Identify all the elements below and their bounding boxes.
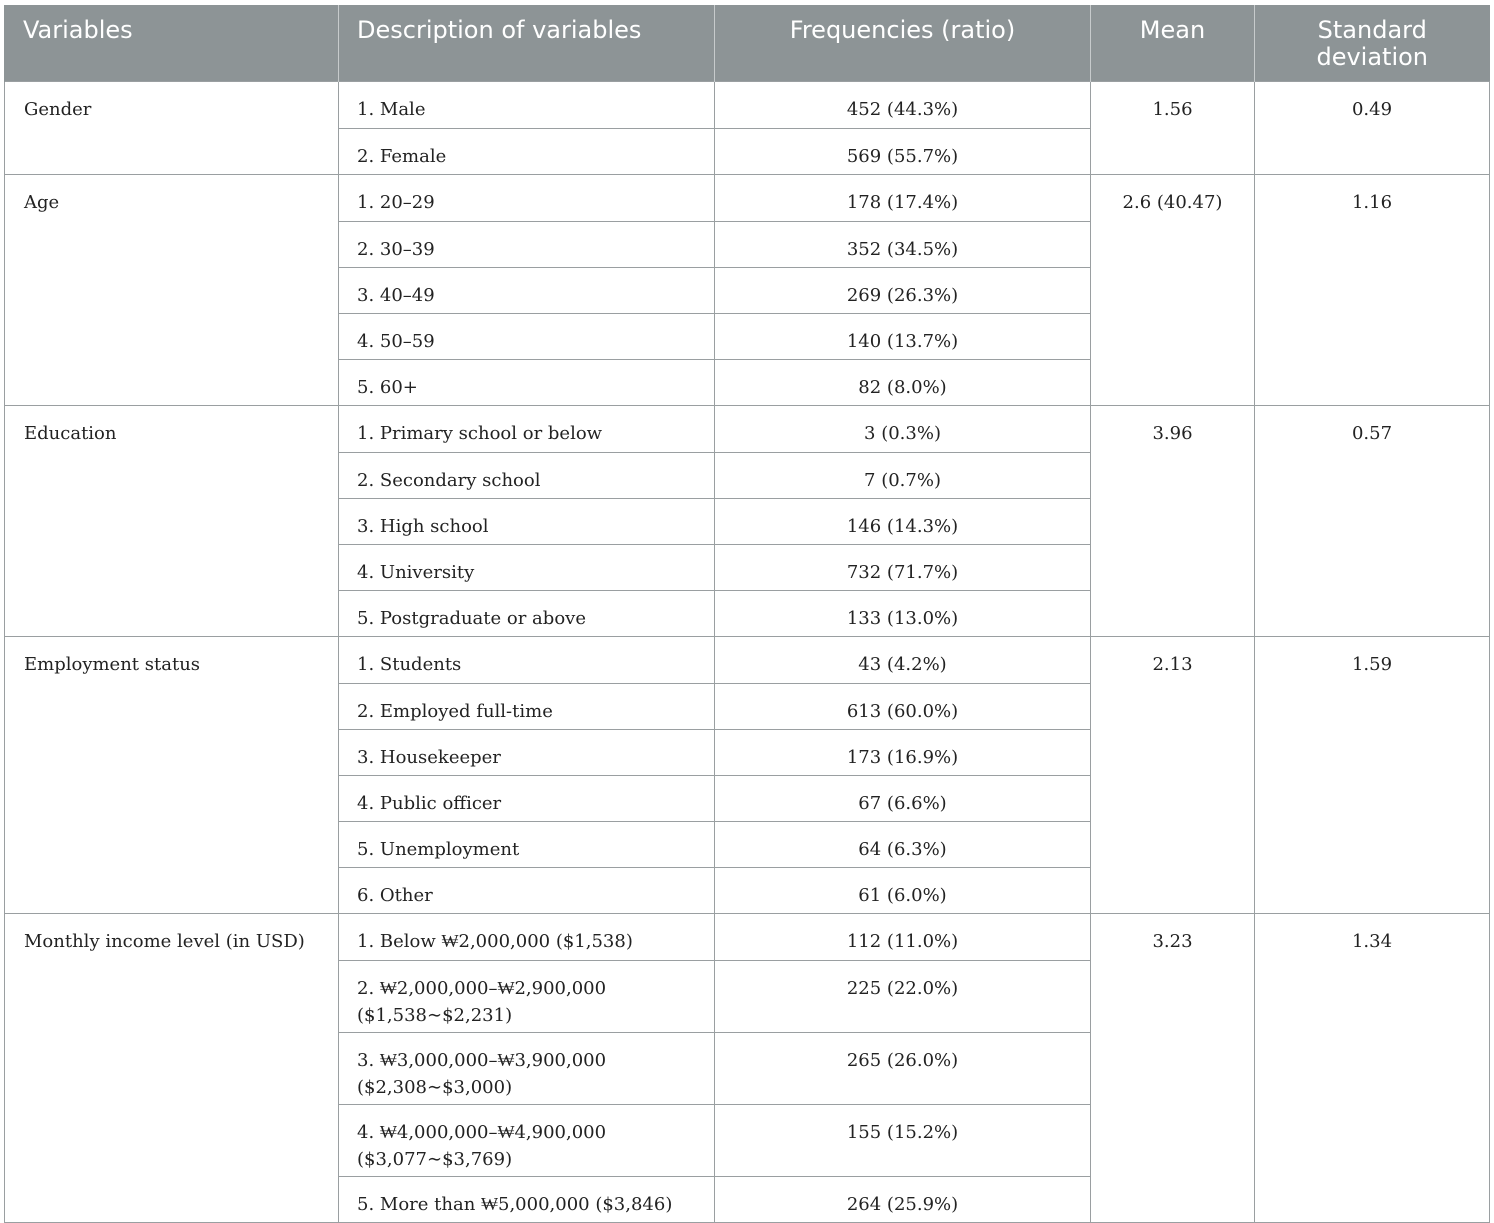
description-cell: 3. ₩3,000,000–₩3,900,000 ($2,308∼$3,000) [339, 1032, 715, 1104]
table-row [5, 636, 1490, 683]
description-cell: 1. Students [339, 636, 715, 683]
description-cell: 1. Below ₩2,000,000 ($1,538) [339, 913, 715, 960]
description-cell: 3. Housekeeper [339, 729, 715, 775]
mean-cell: 2.13 [1091, 636, 1255, 913]
frequency-cell: 61 (6.0%) [715, 867, 1091, 913]
demographics-table [4, 5, 1490, 1223]
header-standard-deviation: Standard deviation [1255, 5, 1490, 81]
mean-cell: 3.96 [1091, 405, 1255, 636]
description-cell: 3. 40–49 [339, 267, 715, 313]
variable-cell: Employment status [5, 636, 339, 913]
frequency-cell: 352 (34.5%) [715, 221, 1091, 267]
header-description: Description of variables [339, 5, 715, 81]
description-cell: 2. ₩2,000,000–₩2,900,000 ($1,538∼$2,231) [339, 960, 715, 1032]
description-cell: 5. 60+ [339, 359, 715, 405]
description-cell: 4. University [339, 544, 715, 590]
table-row [5, 81, 1490, 128]
mean-cell: 2.6 (40.47) [1091, 174, 1255, 405]
description-cell: 6. Other [339, 867, 715, 913]
description-cell: 4. 50–59 [339, 313, 715, 359]
variable-cell: Gender [5, 81, 339, 174]
table-header [5, 5, 1490, 81]
standard-deviation-cell: 1.16 [1255, 174, 1490, 405]
frequency-cell: 67 (6.6%) [715, 775, 1091, 821]
table-row [5, 913, 1490, 960]
description-cell: 2. Secondary school [339, 452, 715, 498]
header-variables: Variables [5, 5, 339, 81]
description-cell: 4. ₩4,000,000–₩4,900,000 ($3,077∼$3,769) [339, 1104, 715, 1176]
standard-deviation-cell: 1.59 [1255, 636, 1490, 913]
frequency-cell: 732 (71.7%) [715, 544, 1091, 590]
frequency-cell: 264 (25.9%) [715, 1176, 1091, 1222]
variable-cell: Education [5, 405, 339, 636]
description-cell: 3. High school [339, 498, 715, 544]
table-body [5, 81, 1490, 1222]
description-cell: 5. Unemployment [339, 821, 715, 867]
description-cell: 1. Primary school or below [339, 405, 715, 452]
frequency-cell: 569 (55.7%) [715, 128, 1091, 174]
description-cell: 1. 20–29 [339, 174, 715, 221]
frequency-cell: 173 (16.9%) [715, 729, 1091, 775]
frequency-cell: 3 (0.3%) [715, 405, 1091, 452]
standard-deviation-cell: 0.57 [1255, 405, 1490, 636]
frequency-cell: 265 (26.0%) [715, 1032, 1091, 1104]
description-cell: 4. Public officer [339, 775, 715, 821]
frequency-cell: 7 (0.7%) [715, 452, 1091, 498]
table-row [5, 405, 1490, 452]
header-frequencies: Frequencies (ratio) [715, 5, 1091, 81]
variable-cell: Age [5, 174, 339, 405]
frequency-cell: 452 (44.3%) [715, 81, 1091, 128]
frequency-cell: 64 (6.3%) [715, 821, 1091, 867]
variable-cell: Monthly income level (in USD) [5, 913, 339, 1222]
standard-deviation-cell: 0.49 [1255, 81, 1490, 174]
table-row [5, 174, 1490, 221]
frequency-cell: 133 (13.0%) [715, 590, 1091, 636]
description-cell: 5. More than ₩5,000,000 ($3,846) [339, 1176, 715, 1222]
frequency-cell: 43 (4.2%) [715, 636, 1091, 683]
header-mean: Mean [1091, 5, 1255, 81]
frequency-cell: 613 (60.0%) [715, 683, 1091, 729]
frequency-cell: 178 (17.4%) [715, 174, 1091, 221]
description-cell: 2. 30–39 [339, 221, 715, 267]
description-cell: 5. Postgraduate or above [339, 590, 715, 636]
frequency-cell: 146 (14.3%) [715, 498, 1091, 544]
standard-deviation-cell: 1.34 [1255, 913, 1490, 1222]
frequency-cell: 269 (26.3%) [715, 267, 1091, 313]
frequency-cell: 82 (8.0%) [715, 359, 1091, 405]
frequency-cell: 155 (15.2%) [715, 1104, 1091, 1176]
description-cell: 2. Employed full-time [339, 683, 715, 729]
frequency-cell: 225 (22.0%) [715, 960, 1091, 1032]
description-cell: 2. Female [339, 128, 715, 174]
frequency-cell: 112 (11.0%) [715, 913, 1091, 960]
description-cell: 1. Male [339, 81, 715, 128]
mean-cell: 1.56 [1091, 81, 1255, 174]
mean-cell: 3.23 [1091, 913, 1255, 1222]
frequency-cell: 140 (13.7%) [715, 313, 1091, 359]
